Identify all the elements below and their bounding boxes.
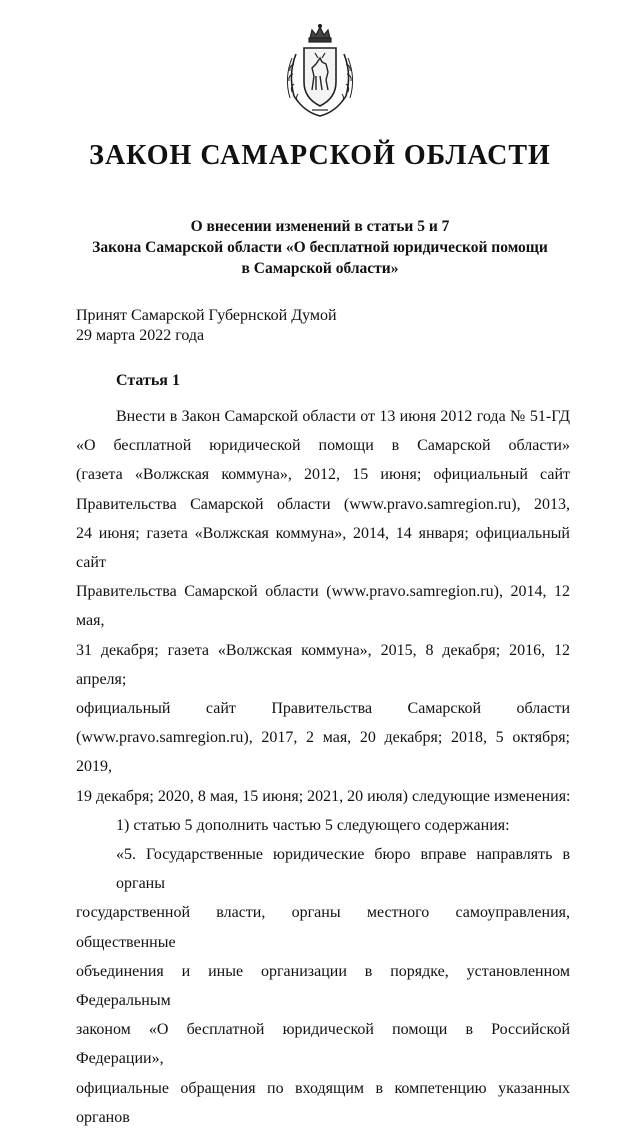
body-line: 31 декабря; газета «Волжская коммуна», 2015, 8 декабря; 2016, 12 апреля; (76, 641, 570, 688)
body-line: 1) статью 5 дополнить частью 5 следующего содержания: (116, 816, 510, 834)
body-line: объединения и иные организации в порядке, установленном Федеральным (76, 962, 570, 1010)
subtitle-line: Закона Самарской области «О бесплатной юридической помощи (92, 239, 548, 256)
body-line: Внести в Закон Самарской области от 13 июня 2012 года № 51-ГД (116, 408, 570, 425)
body-line: официальный сайт Правительства Самарской области (76, 700, 570, 718)
article-heading: Статья 1 (116, 372, 180, 389)
body-line: 19 декабря; 2020, 8 мая, 15 июня; 2021, 20 июля) следующие изменения: (76, 787, 571, 805)
subtitle-line: в Самарской области» (241, 260, 399, 277)
body-line: Правительства Самарской области (www.pravo.samregion.ru), 2014, 12 мая, (76, 583, 570, 630)
body-line: официальные обращения по входящим в компетенцию указанных органов (76, 1079, 570, 1126)
law-title: ЗАКОН САМАРСКОЙ ОБЛАСТИ (89, 140, 551, 171)
body-line: (газета «Волжская коммуна», 2012, 15 июня; официальный сайт (76, 466, 570, 484)
subtitle-line: О внесении изменений в статьи 5 и 7 (190, 218, 450, 235)
law-subtitle (60, 216, 580, 279)
adoption-body: Принят Самарской Губернской Думой (76, 307, 337, 324)
adoption-info (76, 306, 476, 346)
body-line: Правительства Самарской области (www.pravo.samregion.ru), 2013, (76, 495, 570, 513)
article-body (76, 402, 570, 1132)
body-line: государственной власти, органы местного самоуправления, общественные (76, 904, 570, 951)
body-line: законом «О бесплатной юридической помощи в Российской Федерации», (76, 1021, 570, 1068)
body-line: (www.pravo.samregion.ru), 2017, 2 мая, 20 декабря; 2018, 5 октября; 2019, (76, 729, 570, 776)
coat-of-arms-emblem (282, 24, 358, 118)
adoption-date: 29 марта 2022 года (76, 327, 205, 344)
body-line: «5. Государственные юридические бюро вправе направлять в органы (116, 846, 570, 893)
body-line: 24 июня; газета «Волжская коммуна», 2014, 14 января; официальный сайт (76, 524, 570, 572)
body-line: «О бесплатной юридической помощи в Самарской области» (76, 437, 570, 455)
